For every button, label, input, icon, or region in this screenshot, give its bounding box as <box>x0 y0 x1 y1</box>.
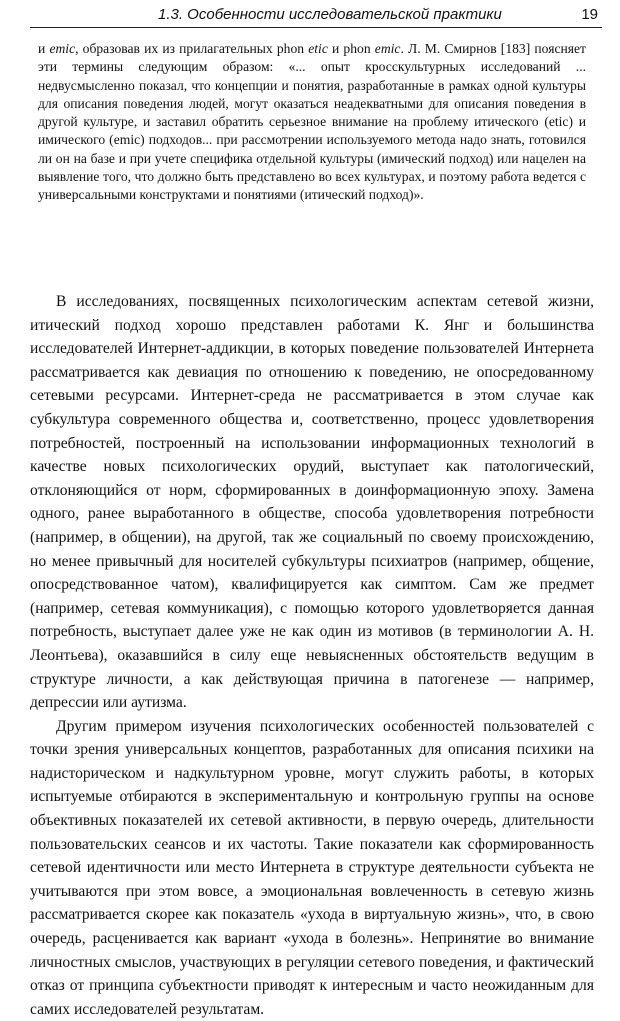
quote-text: , образовав их из прилагательных phon <box>75 41 309 56</box>
main-text <box>30 290 594 1021</box>
quote-text: . Л. М. Смирнов [183] поясняет эти термины следующим образом: «... опыт кросскультурных исследований ... недвусмысленно показал, что концепции и понятия, разработанные в рамках одной культуры для описания поведения людей, могут оказаться неадекватными для описания поведения в другой культуре, и заставил обратить серьезное внимание на проблему итического (etic) и имического (emic) подходов... при рассмотрении используемого метода надо знать, готовился ли он на базе и при учете специфика отдельной культуры (имический подход) или нацелен на выявление того, что должно быть представлено во всех культурах, и поэтому работа ведется с универсальными конструктами и понятиями (итический подход)». <box>38 41 586 203</box>
page-number: 19 <box>581 6 598 23</box>
quote-text: и <box>38 41 50 56</box>
header-rule <box>30 27 602 28</box>
paragraph: Другим примером изучения психологических особенностей пользователей с точки зрения универсальных концептов, разработанных для описания психики на надисторическом и надкультурном уровне, могут служить работы, в которых испытуемые отбираются в экспериментальную и контрольную группы на основе объективных показателей их сетевой активности, в первую очередь, длительности пользовательских сеансов и их частоты. Такие показатели как сформированность сетевой идентичности или место Интернета в структуре деятельности субъекта не учитываются при этом вовсе, а эмоциональная вовлеченность в сетевую жизнь рассматривается скорее как показатель «ухода в виртуальную жизнь», что, в свою очередь, расценивается как вариант «ухода в болезнь». Непринятие во внимание личностных смыслов, участвующих в регуляции сетевого поведения, и фактический отказ от принципа субъектности приводят к интересным и часто неожиданным для самих исследователей результатам. <box>30 717 594 1018</box>
section-title: 1.3. Особенности исследовательской практики <box>158 6 502 23</box>
quote-paragraph <box>38 40 586 205</box>
quote-text: и phon <box>327 41 375 56</box>
running-head <box>30 4 600 26</box>
term-emic: emic <box>374 41 401 56</box>
block-quote <box>38 40 586 205</box>
term-etic: etic <box>308 41 328 56</box>
paragraph: В исследованиях, посвященных психологическим аспектам сетевой жизни, итический подход хорошо представлен работами К. Янг и большинства исследователей Интернет-аддикции, в которых поведение пользователей Интернета рассматривается как девиация по отношению к поведению, не опосредованному сетевыми ресурсами. Интернет-среда не рассматривается в этом случае как субкультура современного общества и, соответственно, процесс удовлетворения потребностей, построенный на использовании информационных технологий в качестве новых психологических орудий, выступает как патологический, отклоняющийся от норм, сформированных в доинформационную эпоху. Замена одного, ранее выработанного в обществе, способа удовлетворения потребности (например, в общении), на другой, так же социальный по своему происхождению, но менее привычный для носителей субкультуры психиатров (например, общение, опосредствованное чатом), квалифицируется как симптом. Сам же предмет (например, сетевая коммуникация), с помощью которого удовлетворяется данная потребность, выступает далее уже не как один из мотивов (в терминологии А. Н. Леонтьева), оказавшийся в силу еще невыясненных обстоятельств ведущим в структуре личности, а как действующая причина в патогенезе — например, депрессии или аутизма. <box>30 293 594 712</box>
term-emic: emic <box>49 41 76 56</box>
